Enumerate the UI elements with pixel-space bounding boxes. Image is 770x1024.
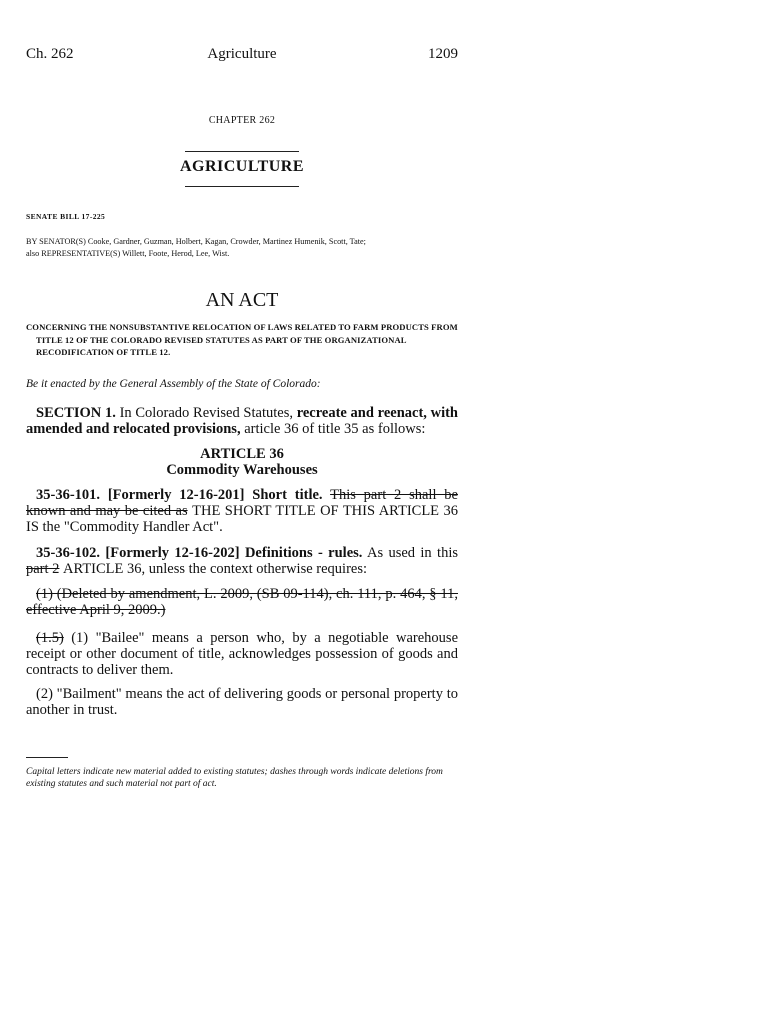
act-heading: AN ACT [205, 289, 279, 311]
footnote-rule [26, 757, 68, 758]
section-1-paragraph [26, 405, 458, 437]
caption-line-3: RECODIFICATION OF TITLE 12. [36, 347, 171, 357]
page-title: AGRICULTURE [179, 158, 305, 175]
footnote: Capital letters indicate new material added to existing statutes; dashes through words indicate deletions from existing statutes and such material not part of act. [26, 767, 443, 789]
bill-number: SENATE BILL 17-225 [26, 212, 106, 221]
section-102-text-1: As used in this [362, 545, 458, 561]
running-header-chapter: Ch. 262 [26, 46, 74, 62]
section-102-text-2: , unless the context otherwise requires: [141, 561, 368, 577]
section-102-struck-text: part 2 [26, 561, 60, 577]
enacting-clause: Be it enacted by the General Assembly of the State of Colorado: [26, 378, 321, 390]
title-rule-top [185, 151, 299, 152]
chapter-label: CHAPTER 262 [208, 115, 276, 126]
sponsors [26, 236, 466, 259]
running-header-subject: Agriculture [207, 46, 277, 62]
title-rule-bottom [185, 186, 299, 187]
sponsors-representatives: also REPRESENTATIVE(S) Willett, Foote, Herod, Lee, Wist. [26, 248, 230, 258]
section-102-new-text: ARTICLE 36 [63, 561, 142, 577]
section-1-label: SECTION 1. [36, 405, 116, 421]
section-101-new-text: THE SHORT TITLE OF THIS ARTICLE 36 IS [26, 503, 459, 535]
section-101-rest: the "Commodity Handler Act". [38, 519, 223, 535]
paragraph-bailee [26, 630, 458, 678]
section-102-paragraph [26, 545, 458, 577]
paragraph-bailment: (2) "Bailment" means the act of delivering goods or personal property to another in trust. [26, 686, 458, 718]
paragraph-1-deleted: (1) (Deleted by amendment, L. 2009, (SB 09-114), ch. 111, p. 464, § 11, effective April 9, 2009.) [26, 586, 458, 618]
section-101-struck-text: This part 2 shall be known and may be cited as [26, 487, 458, 519]
paragraph-bailee-struck-number: (1.5) [36, 630, 64, 646]
paragraph-bailee-text: (1) "Bailee" means a person who, by a negotiable warehouse receipt or other document of title, acknowledges possession of goods and contracts to deliver them. [26, 630, 458, 678]
article-name: Commodity Warehouses [166, 462, 318, 478]
caption-line-2: TITLE 12 OF THE COLORADO REVISED STATUTES AS PART OF THE ORGANIZATIONAL [36, 334, 407, 345]
section-102-heading: 35-36-102. [Formerly 12-16-202] Definitions - rules. [36, 545, 363, 561]
article-number: ARTICLE 36 [200, 446, 284, 462]
article-heading [0, 446, 484, 478]
section-101-paragraph [26, 487, 458, 535]
section-101-heading: 35-36-101. [Formerly 12-16-201] Short title. [36, 487, 323, 503]
caption-line-1: CONCERNING THE NONSUBSTANTIVE RELOCATION OF LAWS RELATED TO FARM PRODUCTS FROM [26, 322, 458, 332]
section-1-text-2: article 36 of title 35 as follows: [240, 421, 426, 437]
section-1-bold-text: recreate and reenact, with amended and relocated provisions, [26, 405, 458, 437]
act-caption [26, 321, 458, 359]
section-1-text-1: In Colorado Revised Statutes, [115, 405, 297, 421]
page-number: 1209 [428, 46, 458, 62]
sponsors-senators: BY SENATOR(S) Cooke, Gardner, Guzman, Holbert, Kagan, Crowder, Martinez Humenik, Scott, Tate; [26, 237, 366, 246]
